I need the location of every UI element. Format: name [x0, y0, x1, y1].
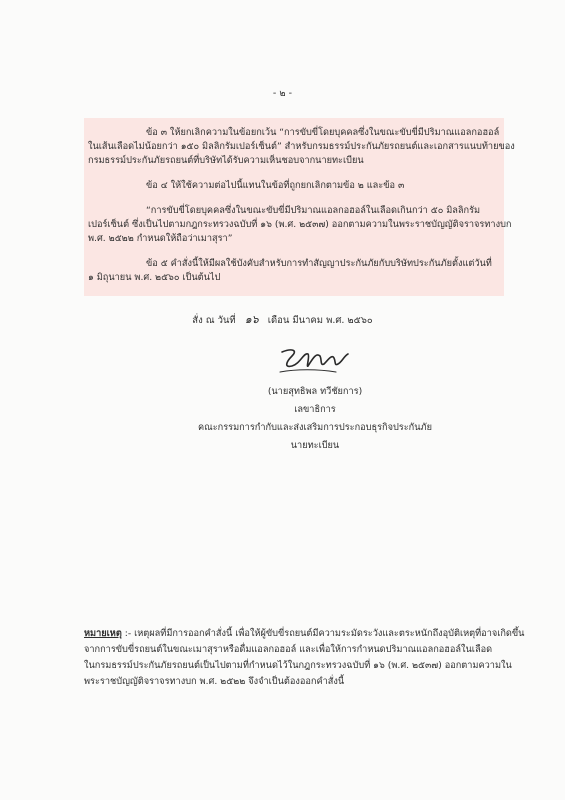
quoted-clause-line-2: เปอร์เซ็นต์ ซึ่งเป็นไปตามกฎกระทรวงฉบับที่ ๑๖ (พ.ศ. ๒๕๓๗) ออกตามความในพระราชบัญญัติจราจรทางบก: [88, 219, 512, 230]
remark-label: หมายเหตุ: [84, 628, 122, 639]
clause-3-line-3: กรมธรรม์ประกันภัยรถยนต์ที่บริษัทได้รับความเห็นชอบจากนายทะเบียน: [88, 155, 364, 166]
remark-line-1-text: :- เหตุผลที่มีการออกคำสั่งนี้ เพื่อให้ผู้ขับขี่รถยนต์มีความระมัดระวังและตระหนักถึงอุบัติเหตุที่อาจเกิดขึ้น: [124, 628, 525, 639]
remark-line-3: ในกรมธรรม์ประกันภัยรถยนต์เป็นไปตามที่กำหนดไว้ในกฎกระทรวงฉบับที่ ๑๖ (พ.ศ. ๒๕๓๗) ออกตามความใน: [84, 660, 512, 671]
clause-5-line-1: ข้อ ๕ คำสั่งนี้ให้มีผลใช้บังคับสำหรับการทำสัญญาประกันภัยกับบริษัทประกันภัยตั้งแต่วันที่: [146, 258, 492, 269]
signatory-role: นายทะเบียน: [290, 440, 340, 451]
signed-date-suffix: เดือน มีนาคม พ.ศ. ๒๕๖๐: [267, 315, 373, 326]
remark-line-4: พระราชบัญญัติจราจรทางบก พ.ศ. ๒๕๒๒ จึงจำเป็นต้องออกคำสั่งนี้: [84, 676, 345, 687]
handwritten-signature: [278, 342, 350, 378]
quoted-clause-line-1: “การขับขี่โดยบุคคลซึ่งในขณะขับขี่มีปริมาณแอลกอฮอล์ในเลือดเกินกว่า ๕๐ มิลลิกรัม: [146, 205, 481, 216]
remark-line-2: จากการขับขี่รถยนต์ในขณะเมาสุราหรือดื่มแอลกอฮอล์ และเพื่อให้การกำหนดปริมาณแอลกอฮอล์ในเลือด: [84, 644, 493, 655]
remark-section: [84, 626, 525, 690]
signatory-office: คณะกรรมการกำกับและส่งเสริมการประกอบธุรกิจประกันภัย: [198, 422, 432, 433]
signed-date: [0, 310, 565, 328]
page-number: - ๒ -: [272, 88, 293, 99]
clause-4-line-1: ข้อ ๔ ให้ใช้ความต่อไปนี้แทนในข้อที่ถูกยกเลิกตามข้อ ๒ และข้อ ๓: [146, 180, 405, 191]
clause-5-line-2: ๑ มิถุนายน พ.ศ. ๒๕๖๐ เป็นต้นไป: [88, 272, 221, 283]
signed-day: ๑๖: [244, 313, 259, 326]
signatory-name: (นายสุทธิพล ทวีชัยการ): [267, 386, 363, 397]
clause-3-line-1: ข้อ ๓ ให้ยกเลิกความในข้อยกเว้น “การขับขี่โดยบุคคลซึ่งในขณะขับขี่มีปริมาณแอลกอฮอล์: [146, 127, 500, 138]
quoted-clause-line-3: พ.ศ. ๒๕๒๒ กำหนดให้ถือว่าเมาสุรา”: [88, 233, 233, 244]
signed-date-prefix: สั่ง ณ วันที่: [192, 315, 236, 326]
remark-line-1: [84, 626, 525, 642]
signatory-title: เลขาธิการ: [294, 404, 336, 415]
clause-3-line-2: ในเส้นเลือดไม่น้อยกว่า ๑๕๐ มิลลิกรัมเปอร์เซ็นต์” สำหรับกรมธรรม์ประกันภัยรถยนต์และเอกสารแนบท้ายของ: [88, 141, 515, 152]
